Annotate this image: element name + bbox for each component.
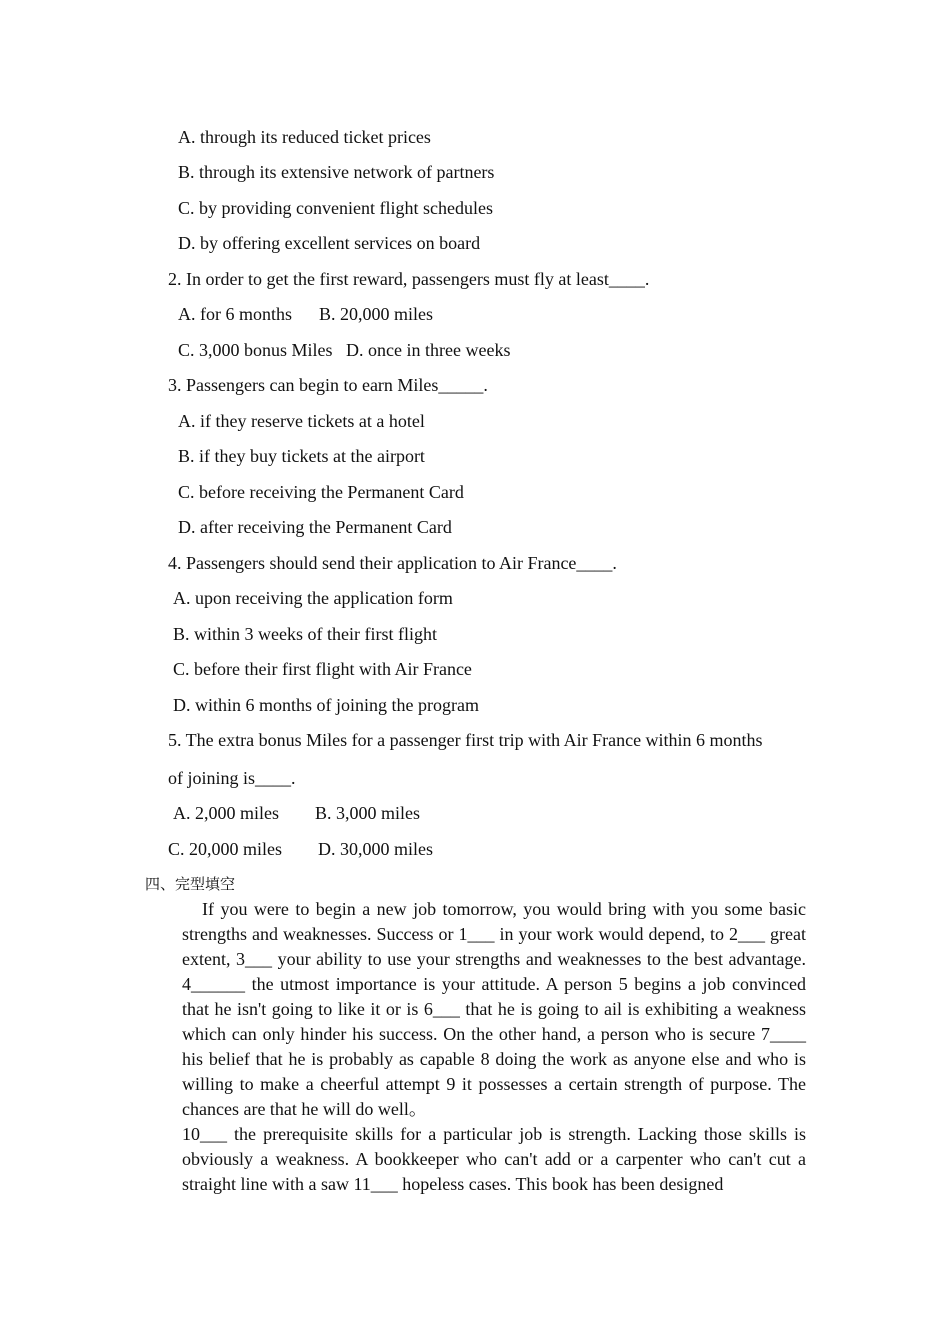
q2-stem: 2. In order to get the first reward, passengers must fly at least____. bbox=[168, 269, 650, 289]
cloze-passage bbox=[182, 897, 806, 1197]
q3-option-d: D. after receiving the Permanent Card bbox=[178, 517, 452, 537]
q1-option-b: B. through its extensive network of partners bbox=[178, 162, 495, 182]
q5-options-cd: C. 20,000 miles D. 30,000 miles bbox=[168, 839, 433, 859]
q4-stem: 4. Passengers should send their application to Air France____. bbox=[168, 553, 617, 573]
passage-paragraph-2: 10___ the prerequisite skills for a particular job is strength. Lacking those skills is obviously a weakness. A bookkeeper who can't add or a carpenter who can't cut a straight line with a saw 11___ hopeless cases. This book has been designed bbox=[182, 1124, 806, 1194]
passage-paragraph-1 bbox=[182, 897, 806, 1122]
q3-stem: 3. Passengers can begin to earn Miles_____. bbox=[168, 375, 488, 395]
q4-option-a: A. upon receiving the application form bbox=[173, 588, 453, 608]
q5-stem-line2: of joining is____. bbox=[168, 768, 296, 788]
passage-paragraph-1-text: If you were to begin a new job tomorrow, you would bring with you some basic strengths and weaknesses. Success or 1___ in your work would depend, to 2___ great extent, 3___ your ability to use your strengths and weaknesses to the best advantage. 4______ the utmost importance is your attitude. A person 5 begins a job convinced that he isn't going to like it or is 6___ that he is going to ail is exhibiting a weakness which can only hinder his success. On the other hand, a person who is secure 7____ his belief that he is probably as capable 8 doing the work as anyone else and who is willing to make a cheerful attempt 9 it possesses a certain strength of purpose. The chances are that he will do well。 bbox=[182, 899, 806, 1119]
section-heading: 四、完型填空 bbox=[145, 875, 236, 893]
q2-options-cd: C. 3,000 bonus Miles D. once in three weeks bbox=[178, 340, 511, 360]
q5-stem-line1: 5. The extra bonus Miles for a passenger first trip with Air France within 6 months bbox=[168, 730, 763, 750]
q3-option-a: A. if they reserve tickets at a hotel bbox=[178, 411, 425, 431]
q3-option-b: B. if they buy tickets at the airport bbox=[178, 446, 425, 466]
q2-options-ab: A. for 6 months B. 20,000 miles bbox=[178, 304, 433, 324]
q4-option-d: D. within 6 months of joining the program bbox=[173, 695, 479, 715]
q4-option-c: C. before their first flight with Air France bbox=[173, 659, 472, 679]
q4-option-b: B. within 3 weeks of their first flight bbox=[173, 624, 437, 644]
q1-option-a: A. through its reduced ticket prices bbox=[178, 127, 431, 147]
q1-option-d: D. by offering excellent services on board bbox=[178, 233, 481, 253]
q3-option-c: C. before receiving the Permanent Card bbox=[178, 482, 464, 502]
q5-options-ab: A. 2,000 miles B. 3,000 miles bbox=[173, 803, 420, 823]
q1-option-c: C. by providing convenient flight schedules bbox=[178, 198, 493, 218]
